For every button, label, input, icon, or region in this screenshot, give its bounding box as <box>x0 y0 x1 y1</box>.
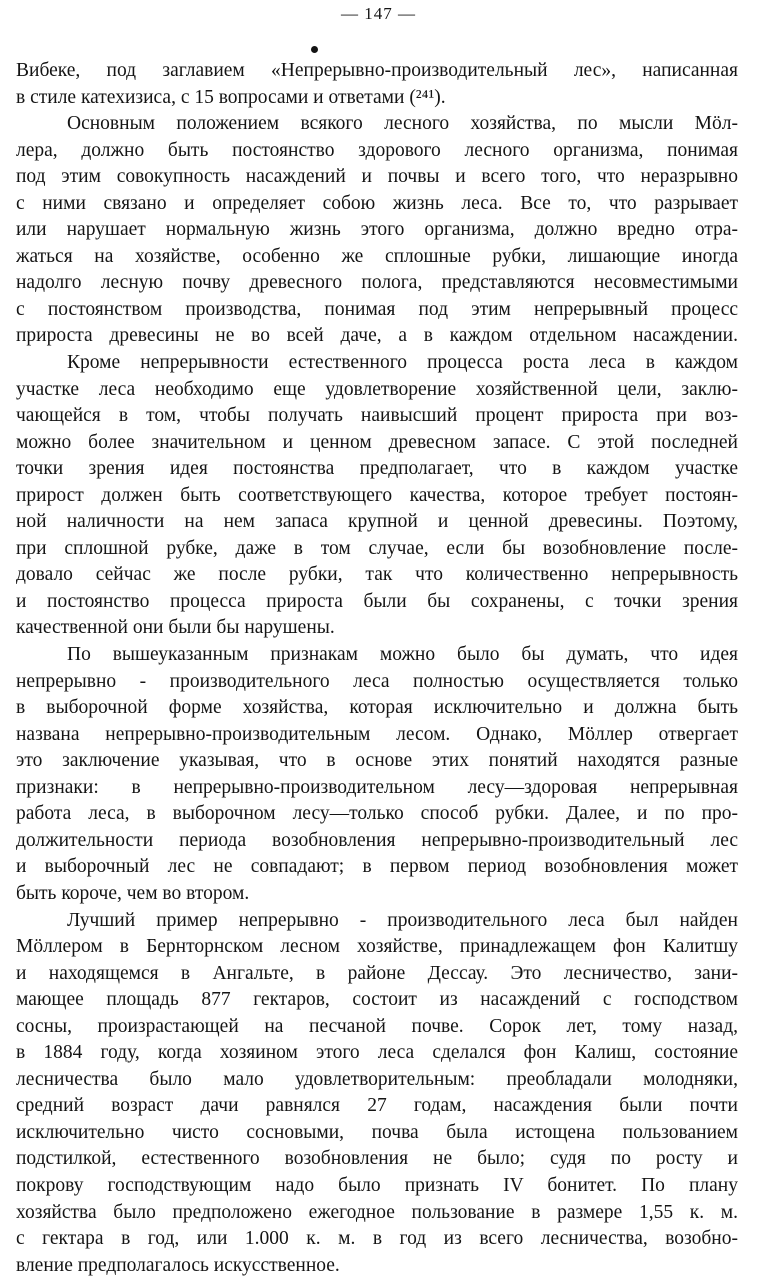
text-line: Лучший пример непрерывно - производительного леса был найден <box>16 908 738 935</box>
text-line: признаки: в непрерывно-производительном лесу—здоровая непрерывная <box>16 775 738 802</box>
text-line: в выборочной форме хозяйства, которая исключительно и должна быть <box>16 695 738 722</box>
text-line: с ними связано и определяет собою жизнь леса. Все то, что разрывает <box>16 191 738 218</box>
text-line: это заключение указывая, что в основе этих понятий находятся разные <box>16 748 738 775</box>
text-line: точки зрения идея постоянства предполагает, что в каждом участке <box>16 456 738 483</box>
body-text <box>16 58 738 1279</box>
text-line: и постоянство процесса прироста были бы сохранены, с точки зрения <box>16 589 738 616</box>
text-line: в 1884 году, когда хозяином этого леса сделался фон Калиш, состояние <box>16 1040 738 1067</box>
text-line: вление предполагалось искусственное. <box>16 1253 738 1279</box>
text-line: Вибеке, под заглавием «Непрерывно-производительный лес», написанная <box>16 58 738 85</box>
text-line: можно более значительном и ценном древесном запасе. С этой последней <box>16 430 738 457</box>
text-line: лера, должно быть постоянство здорового лесного организма, понимая <box>16 138 738 165</box>
text-line: подстилкой, естественного возобновления не было; судя по росту и <box>16 1146 738 1173</box>
text-line: довало сейчас же после рубки, так что количественно непрерывность <box>16 562 738 589</box>
text-line: под этим совокупность насаждений и почвы и всего того, что неразрывно <box>16 164 738 191</box>
ink-speck <box>311 46 318 53</box>
text-line: Основным положением всякого лесного хозяйства, по мысли Мöл- <box>16 111 738 138</box>
text-line: хозяйства было предположено ежегодное пользование в размере 1,55 к. м. <box>16 1200 738 1227</box>
text-line: средний возраст дачи равнялся 27 годам, насаждения были почти <box>16 1093 738 1120</box>
paragraph <box>16 350 738 642</box>
paragraph <box>16 642 738 907</box>
text-line: качественной они были бы нарушены. <box>16 615 738 642</box>
text-line: Мöллером в Бернторнском лесном хозяйстве, принадлежащем фон Калитшу <box>16 934 738 961</box>
text-line: быть короче, чем во втором. <box>16 881 738 908</box>
text-line: прирост должен быть соответствующего качества, которое требует постоян- <box>16 483 738 510</box>
text-line: с гектара в год, или 1.000 к. м. в год из всего лесничества, возобно- <box>16 1226 738 1253</box>
paragraph <box>16 58 738 111</box>
text-line: исключительно чисто сосновыми, почва была истощена пользованием <box>16 1120 738 1147</box>
text-line: или нарушает нормальную жизнь этого организма, должно вредно отра- <box>16 217 738 244</box>
text-line: Кроме непрерывности естественного процесса роста леса в каждом <box>16 350 738 377</box>
text-line: участке леса необходимо еще удовлетворение хозяйственной цели, заклю- <box>16 377 738 404</box>
text-line: с постоянством производства, понимая под этим непрерывный процесс <box>16 297 738 324</box>
text-line: ной наличности на нем запаса крупной и ценной древесины. Поэтому, <box>16 509 738 536</box>
text-line: должительности периода возобновления непрерывно-производительный лес <box>16 828 738 855</box>
text-line: надолго лесную почву древесного полога, представляются несовместимыми <box>16 270 738 297</box>
text-line: непрерывно - производительного леса полностью осуществляется только <box>16 669 738 696</box>
text-line: лесничества было мало удовлетворительным: преобладали молодняки, <box>16 1067 738 1094</box>
text-line: жаться на хозяйстве, особенно же сплошные рубки, лишающие иногда <box>16 244 738 271</box>
paragraph <box>16 908 738 1279</box>
text-line: при сплошной рубке, даже в том случае, если бы возобновление после- <box>16 536 738 563</box>
text-line: в стиле катехизиса, с 15 вопросами и ответами (²⁴¹). <box>16 85 738 112</box>
text-line: чающейся в том, чтобы получать наивысший процент прироста при воз- <box>16 403 738 430</box>
text-line: работа леса, в выборочном лесу—только способ рубки. Далее, и по про- <box>16 801 738 828</box>
text-line: покрову господствующим надо было признать IV бонитет. По плану <box>16 1173 738 1200</box>
text-line: прироста древесины не во всей даче, а в каждом отдельном насаждении. <box>16 323 738 350</box>
text-line: По вышеуказанным признакам можно было бы думать, что идея <box>16 642 738 669</box>
paragraph <box>16 111 738 350</box>
text-line: и находящемся в Ангальте, в районе Дессау. Это лесничество, зани- <box>16 961 738 988</box>
text-line: и выборочный лес не совпадают; в первом период возобновления может <box>16 854 738 881</box>
text-line: названа непрерывно-производительным лесом. Однако, Мöллер отвергает <box>16 722 738 749</box>
page-number: — 147 — <box>0 4 757 24</box>
text-line: сосны, произрастающей на песчаной почве. Сорок лет, тому назад, <box>16 1014 738 1041</box>
text-line: мающее площадь 877 гектаров, состоит из насаждений с господством <box>16 987 738 1014</box>
